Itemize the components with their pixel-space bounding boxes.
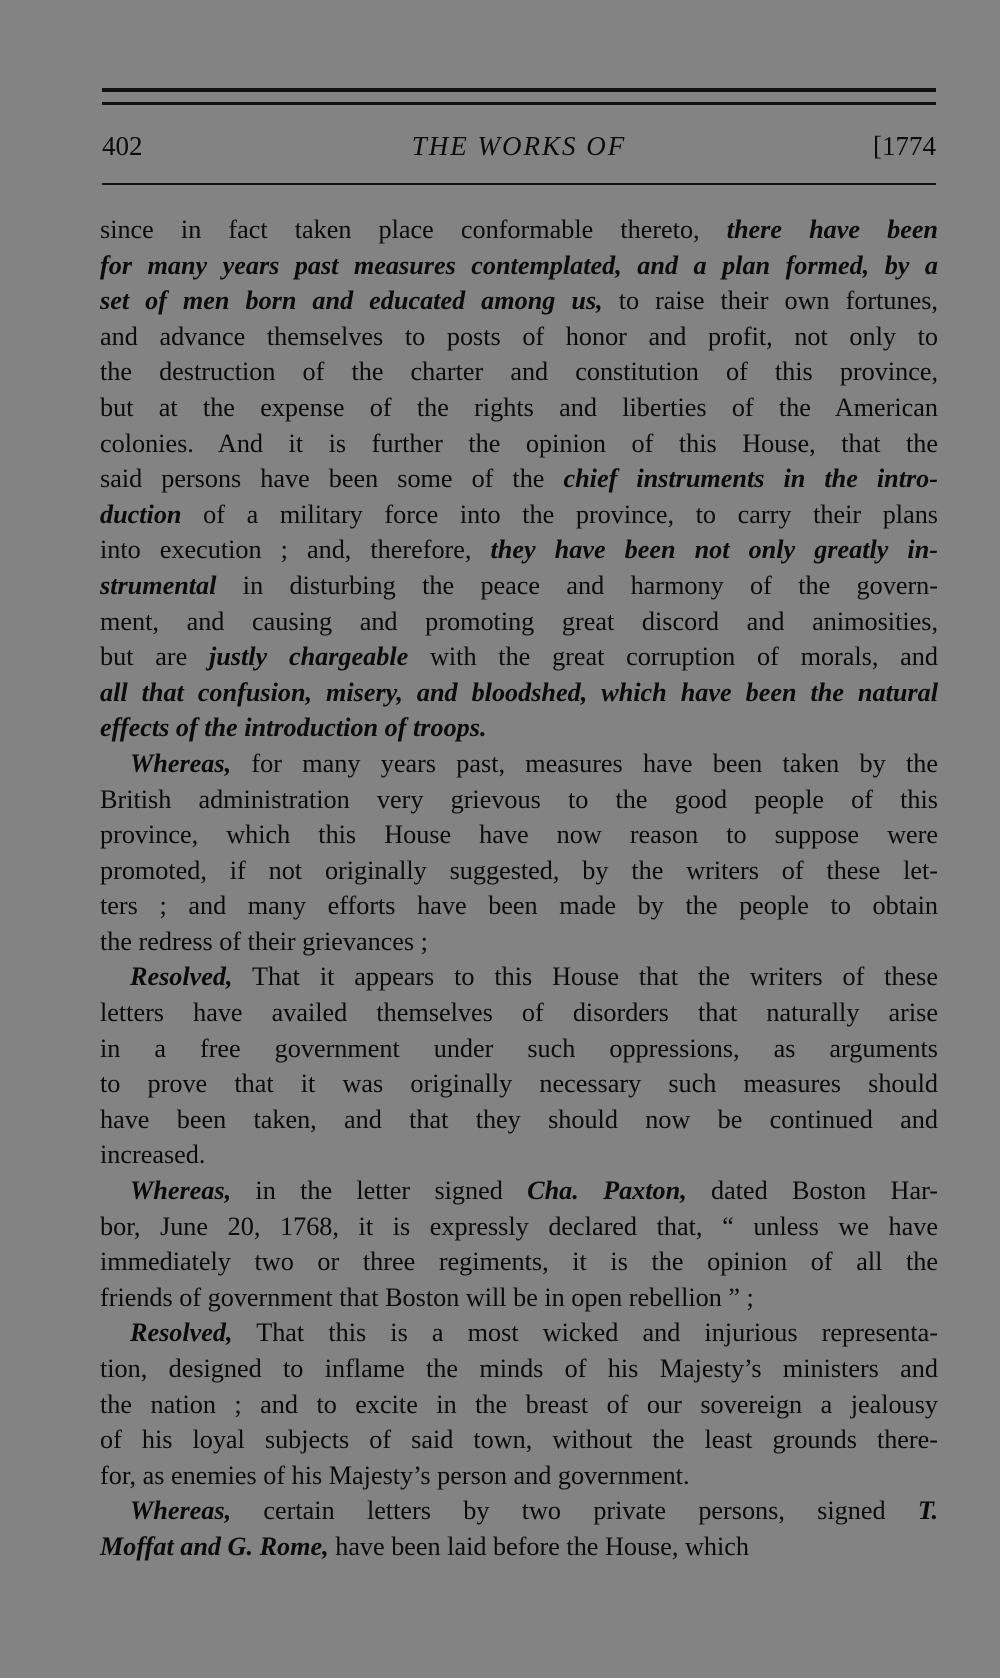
top-double-rule-upper [102,88,936,92]
page-number: 402 [102,131,143,161]
text-line [100,497,938,533]
text-segment: for many years past, measures have been taken by the [231,748,938,778]
text-line [100,639,938,675]
text-segment: of a military force into the province, to carry their plans [181,499,938,529]
text-line [100,248,938,284]
text-segment: in a free government under such oppressions, as arguments [100,1033,938,1063]
text-segment: since in fact taken place conformable thereto, [100,215,727,244]
text-segment: friends of government that Boston will be in open rebellion ” ; [100,1282,754,1312]
text-line [100,1493,938,1529]
text-line [100,924,938,960]
text-line [100,1209,938,1245]
text-segment: promoted, if not originally suggested, by the writers of these let- [100,855,938,885]
text-line [100,1315,938,1351]
italic-segment: Whereas, [130,1176,232,1206]
text-segment: province, which this House have now reason to suppose were [100,820,938,850]
italic-segment: set of men born and educated among us, [100,286,603,316]
text-segment: to prove that it was originally necessary such measures should [100,1069,938,1099]
italic-segment: justly chargeable [208,642,409,672]
italic-segment: for many years past measures contemplated, and a plan formed, by a [100,250,938,280]
text-line [100,1066,938,1102]
text-line [100,853,938,889]
text-line [100,1280,938,1316]
text-line [100,995,938,1031]
italic-segment: Moffat and G. Rome, [100,1531,329,1561]
italic-segment: Whereas, [130,1496,232,1526]
text-segment: British administration very grievous to the good people of this [100,784,938,814]
text-segment: the nation ; and to excite in the breast of our sovereign a jealousy [100,1389,938,1419]
text-line [100,1387,938,1423]
text-line [100,1458,938,1494]
text-segment: tion, designed to inflame the minds of his Majesty’s ministers and [100,1354,938,1383]
text-line [100,1529,938,1565]
text-segment: but at the expense of the rights and liberties of the American [100,392,938,422]
text-line [100,782,938,818]
text-line [100,604,938,640]
text-segment: ment, and causing and promoting great discord and animosities, [100,606,938,636]
text-line [100,817,938,853]
text-line [100,1422,938,1458]
text-line [100,390,938,426]
italic-segment: effects of the introduction of troops. [100,713,487,743]
body-text [100,212,938,1565]
text-segment: certain letters by two private persons, signed [231,1496,918,1526]
text-segment: for, as enemies of his Majesty’s person and government. [100,1460,690,1490]
italic-segment: Cha. Paxton, [527,1176,687,1206]
italic-segment: they have been not only greatly in- [490,535,938,565]
text-line [100,1137,938,1173]
text-segment: in the letter signed [231,1176,528,1206]
text-line [100,354,938,390]
text-line [100,532,938,568]
running-head [102,126,936,166]
text-line [100,1031,938,1067]
text-segment: in disturbing the peace and harmony of the govern- [216,570,938,600]
text-segment: have been laid before the House, which [328,1531,749,1561]
italic-segment: strumental [100,570,217,600]
text-line [100,888,938,924]
text-line [100,426,938,462]
text-line [100,1173,938,1209]
text-segment: with the great corruption of morals, and [408,642,938,672]
text-segment: That this is a most wicked and injurious representa- [232,1318,938,1348]
text-line [100,212,938,248]
text-segment: and advance themselves to posts of honor and profit, not only to [100,321,938,351]
italic-segment: Resolved, [130,1318,233,1348]
text-line [100,959,938,995]
text-line [100,461,938,497]
running-year: [1774 [873,131,936,161]
text-segment: but are [100,642,209,672]
text-line [100,568,938,604]
top-double-rule-lower [102,102,936,105]
text-segment: increased. [100,1140,206,1170]
italic-segment: T. [917,1496,938,1526]
text-line [100,675,938,711]
text-segment: dated Boston Har- [686,1176,938,1206]
text-line [100,1102,938,1138]
text-segment: to raise their own fortunes, [602,286,938,316]
text-segment: immediately two or three regiments, it is the opinion of all the [100,1247,938,1277]
text-segment: have been taken, and that they should now be continued and [100,1104,938,1134]
italic-segment: duction [100,499,182,529]
text-segment: of his loyal subjects of said town, without the least grounds there- [100,1425,938,1455]
italic-segment: there have been [726,215,939,244]
text-line [100,1351,938,1387]
text-segment: into execution ; and, therefore, [100,535,491,565]
text-line [100,283,938,319]
text-line [100,746,938,782]
text-segment: said persons have been some of the [100,464,564,494]
header-rule [102,183,936,185]
text-segment: letters have availed themselves of disorders that naturally arise [100,998,938,1028]
running-title: THE WORKS OF [411,131,627,161]
italic-segment: Resolved, [130,962,233,992]
italic-segment: all that confusion, misery, and bloodshed, which have been the natural [100,677,938,707]
text-line [100,710,938,746]
text-segment: ters ; and many efforts have been made by the people to obtain [100,891,938,921]
text-segment: the destruction of the charter and constitution of this province, [100,357,938,387]
text-line [100,1244,938,1280]
text-segment: the redress of their grievances ; [100,926,428,956]
text-segment: colonies. And it is further the opinion of this House, that the [100,428,938,458]
text-segment: That it appears to this House that the writers of these [232,962,938,992]
text-line [100,319,938,355]
italic-segment: chief instruments in the intro- [563,464,938,494]
italic-segment: Whereas, [130,748,232,778]
text-segment: bor, June 20, 1768, it is expressly declared that, “ unless we have [100,1211,938,1241]
